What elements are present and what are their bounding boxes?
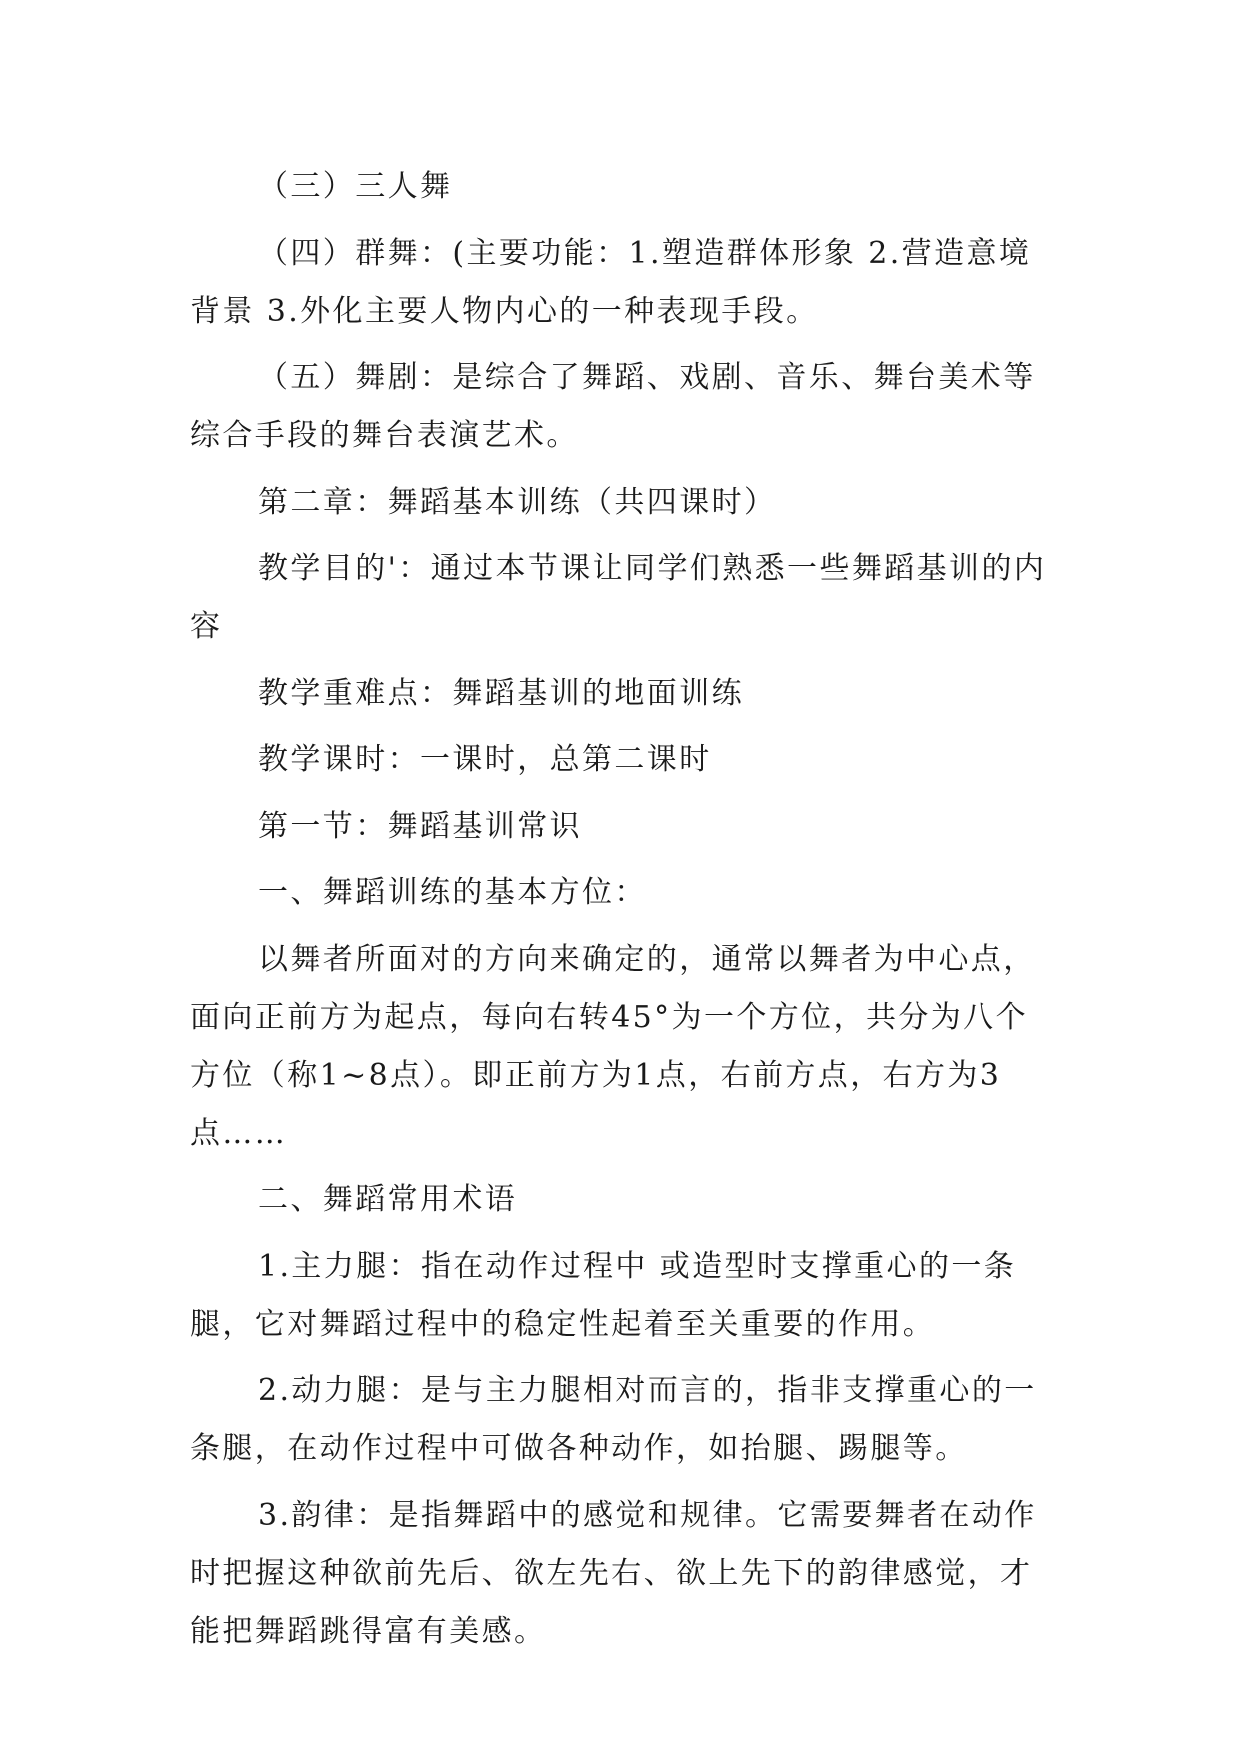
section-heading: 第一节：舞蹈基训常识 [258, 808, 582, 844]
document-body [190, 158, 1060, 1669]
subheading-orientation: 一、舞蹈训练的基本方位： [258, 875, 647, 910]
paragraph-section-three: （三）三人舞 [258, 169, 453, 204]
paragraph-section-five: （五）舞剧：是综合了舞蹈、戏剧、音乐、舞台美术等综合手段的舞台表演艺术。 [190, 360, 1036, 453]
paragraph-orientation: 以舞者所面对的方向来确定的，通常以舞者为中心点，面向正前方为起点，每向右转45°为一个方位，共分为八个方位（称1~8点）。即正前方为1点，右前方点，右方为3点…… [190, 941, 1036, 1151]
chapter-heading: 第二章：舞蹈基本训练（共四课时） [258, 484, 777, 520]
subheading-terms: 二、舞蹈常用术语 [258, 1182, 518, 1217]
paragraph-section-four: （四）群舞：(主要功能：1.塑造群体形象 2.营造意境背景 3.外化主要人物内心的一种表现手段。 [190, 235, 1032, 329]
term-rhythm: 3.韵律：是指舞蹈中的感觉和规律。它需要舞者在动作时把握这种欲前先后、欲左先右、欲上先下的韵律感觉，才能把舞蹈跳得富有美感。 [190, 1497, 1037, 1649]
teaching-purpose: 教学目的'：通过本节课让同学们熟悉一些舞蹈基训的内容 [190, 551, 1047, 644]
teaching-key-points: 教学重难点：舞蹈基训的地面训练 [258, 675, 744, 711]
term-supporting-leg: 1.主力腿：指在动作过程中 或造型时支撑重心的一条腿，它对舞蹈过程中的稳定性起着至关重要的作用。 [190, 1248, 1017, 1342]
term-working-leg: 2.动力腿：是与主力腿相对而言的，指非支撑重心的一条腿，在动作过程中可做各种动作，如抬腿、踢腿等。 [190, 1373, 1037, 1466]
teaching-hours: 教学课时：一课时，总第二课时 [258, 742, 712, 777]
